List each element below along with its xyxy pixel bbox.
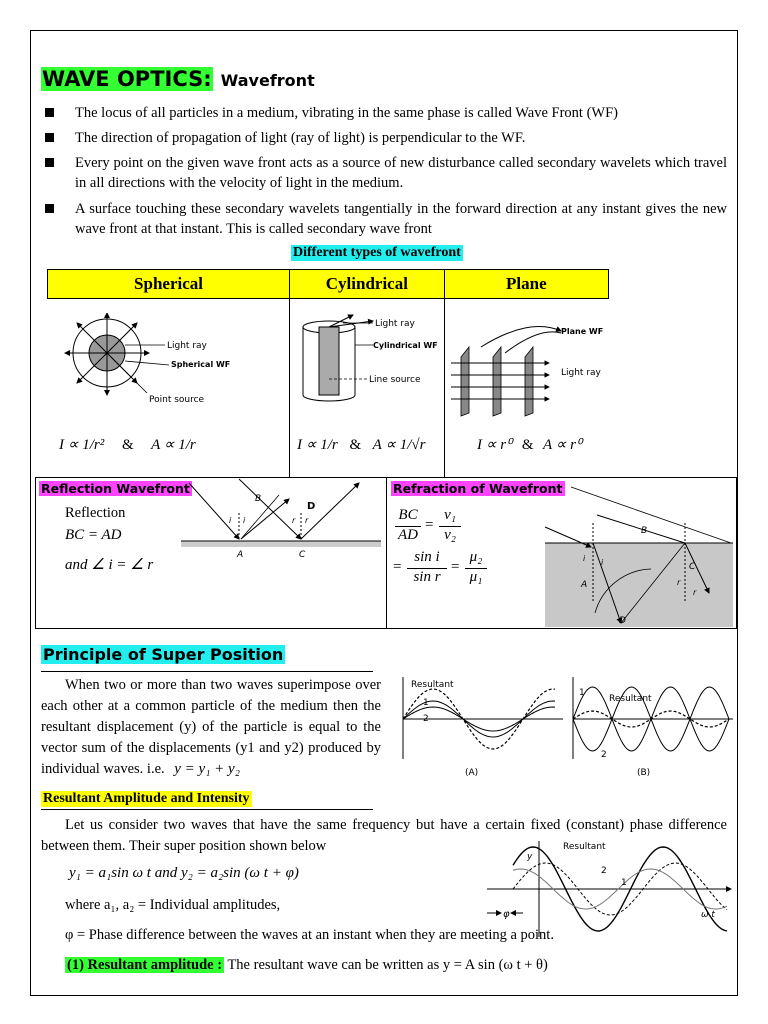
bullet-item [45,153,727,193]
plane-formula: I ∝ r⁰ & A ∝ r⁰ [477,437,582,453]
label-cylindrical-wf: Cylindrical WF [373,341,438,350]
label-light-ray: Light ray [375,319,415,329]
bullet-item [45,199,727,239]
amplitudes-line: where a₁, a₂ = Individual amplitudes, [65,897,281,913]
formula-amplitude: A ∝ 1/√r [372,437,426,453]
formula-intensity: I ∝ r⁰ [477,437,513,453]
label-r: r [693,588,697,597]
plane-wavefront-diagram [449,317,609,417]
label-resultant: Resultant [563,842,606,852]
resultant-amplitude-text: The resultant wave can be written as y = A sin (ω t + θ) [227,957,548,973]
bullet-item [45,128,727,148]
label-omega-t: ω t [701,910,715,920]
label-b: B [255,494,262,504]
cylindrical-wavefront-diagram [293,311,443,417]
type-spherical-header: Spherical [48,270,290,299]
label-light-ray: Light ray [167,341,207,351]
heading-underline [41,809,373,810]
label-y: y [527,852,533,862]
label-c: C [299,550,306,560]
eq-lhs-den: sin r [413,569,441,585]
label-i: i [243,516,246,525]
formula-intensity: I ∝ 1/r [297,437,338,453]
label-i: i [601,558,604,567]
label-a: A [581,580,588,590]
eq-rhs-den: v₂ [444,527,456,543]
superposition-graph-a [395,675,565,779]
label-2: 2 [423,714,429,724]
formula-amplitude: A ∝ r⁰ [542,437,582,453]
label-spherical-wf: Spherical WF [171,360,231,369]
bullet-square [45,108,54,117]
refraction-heading: Refraction of Wavefront [393,481,563,496]
type-cylindrical-header: Cylindrical [290,270,445,299]
label-2: 2 [601,866,607,876]
page-title-block [41,67,315,91]
superposition-paragraph [41,675,381,780]
caption-a: (A) [465,768,479,778]
reflection-line: Reflection [65,505,126,521]
eq-lhs-num: BC [398,507,418,523]
cylindrical-formula: I ∝ 1/r & A ∝ 1/√r [297,437,426,453]
bullet-item [45,103,727,123]
reflection-diagram [179,477,385,567]
formula-intensity: I ∝ 1/r² [59,437,105,453]
phase-difference-line: φ = Phase difference between the waves at an instant when they are meeting a point. [65,927,554,943]
caption-b: (B) [637,768,651,778]
table-divider [444,299,445,477]
page-subtitle: Wavefront [220,71,315,90]
label-plane-wf: Plane WF [561,327,604,336]
label-a: A [237,550,244,560]
label-r: r [305,516,309,525]
label-r: r [292,516,296,525]
bullet-text: Every point on the given wave front acts as a source of new disturbance called secondary wavelets which travel in all directions with the velocity of light in the medium. [75,155,727,191]
document-page: WAVE OPTICS: Wavefront The locus of all particles in a medium, vibrating in the same phase is called Wave Front (WF) The direction of propagation of light (ray of light) is perpendicular to the WF. Every point on the given wave front acts as a source of new disturbance called secondary wavelets which travel in all directions with the velocity of light in the medium. A surface touching these secondary wavelets tangentially in the forward direction at any instant gives the new wave front at that instant. This is called secondary wave front Different types of wavefront Spherical Cylindrical Plane Light ray Spherical WF Point source Light ray Cylindrical WF Line source Plane WF Light ray I ∝ 1/r² & A ∝ 1/r I ∝ 1/r & A ∝ 1/√r I ∝ r⁰ & A ∝ r⁰ Reflection Wavefront Reflection BC = AD and ∠ i = ∠ r B D i i r r A C Refraction of Wavefront BC AD = v₁ v₂ = sin i sin r = μ₂ μ₁ B i i A C r r D Principle of Super Position When two or more than two waves superimpose over each other at a common particle of the medium then the resultant displacement (y) of the particle is equal to the vector sum of the displacements (y1 and y2) produced by individual waves. i.e. y = y₁ + y₂ Resultant 1 2 (A) 1 Resultant 2 (B) Resultant Amplitude and Intensity Let us consider two waves that have the same frequency but have a certain fixed (constant) phase difference between them. Their super position shown below y₁ = a₁sin ω t and y₂ = a₂sin (ω t + φ) where a₁, a₂ = Individual amplitudes, φ = Phase difference between the waves at an instant when they are meeting a point. (1) Resultant amplitude : The resultant wave can be written as y = A sin (ω t + θ) Resultant y 2 1 φ ω t [30,30,738,996]
label-light-ray: Light ray [561,368,601,378]
label-r: r [677,578,681,587]
resultant-amplitude-label: (1) Resultant amplitude : [67,957,223,973]
bullet-square [45,158,54,167]
heading-underline [41,671,373,672]
resultant-amplitude-line [65,955,548,976]
label-b: B [641,526,648,536]
label-i: i [229,516,232,525]
reflection-heading: Reflection Wavefront [41,481,190,496]
eq-rhs-den: μ₁ [469,569,483,585]
reflection-equation: BC = AD [65,527,122,543]
label-1: 1 [579,688,585,698]
eq-rhs-num: μ₂ [469,549,483,565]
types-heading: Different types of wavefront [293,245,461,260]
label-1: 1 [621,878,627,888]
label-point-source: Point source [149,395,205,405]
reflection-angle-equation: and ∠ i = ∠ r [65,557,154,573]
superposition-heading: Principle of Super Position [43,645,284,664]
refraction-diagram [541,483,737,627]
eq-rhs-num: v₁ [444,507,456,523]
eq-lhs-den: AD [398,527,418,543]
spherical-formula: I ∝ 1/r² & A ∝ 1/r [59,437,196,453]
label-2: 2 [601,750,607,760]
wave-equation: y₁ = a₁sin ω t and y₂ = a₂sin (ω t + φ) [69,865,299,881]
spherical-wavefront-diagram [55,313,285,413]
label-resultant: Resultant [609,694,652,704]
superposition-text: When two or more than two waves superimpose over each other at a common particle of the medium then the resultant displacement (y) of the particle is equal to the vector sum of the displacements (y1 and y2) produced by individual waves. i.e. [41,677,381,777]
box-divider [386,477,387,629]
phase-difference-graph [483,837,735,953]
label-1: 1 [423,698,429,708]
table-divider [289,299,290,477]
bullet-text: A surface touching these secondary wavelets tangentially in the forward direction at any instant gives the new wave front at that instant. This is called secondary wave front [75,201,727,237]
label-resultant: Resultant [411,680,454,690]
bullet-square [45,204,54,213]
superposition-graph-b [565,675,735,779]
label-d: D [307,501,316,512]
bullet-text: The locus of all particles in a medium, vibrating in the same phase is called Wave Front (WF) [75,105,618,121]
label-phi: φ [503,909,510,920]
bullet-text: The direction of propagation of light (ray of light) is perpendicular to the WF. [75,130,526,146]
superposition-equation: y = y₁ + y₂ [174,761,240,777]
eq-lhs-num: sin i [414,549,440,565]
resultant-heading: Resultant Amplitude and Intensity [43,791,250,806]
bullet-square [45,133,54,142]
formula-amplitude: A ∝ 1/r [151,437,196,453]
wavefront-types-table [47,269,609,299]
type-plane-header: Plane [444,270,608,299]
page-title: WAVE OPTICS: [42,67,212,91]
label-d: D [619,616,626,626]
label-i: i [583,554,586,563]
label-line-source: Line source [369,375,421,385]
label-c: C [689,562,696,572]
resultant-paragraph: Let us consider two waves that have the same frequency but have a certain fixed (constant) phase difference between them. Their super position shown below [41,817,727,854]
